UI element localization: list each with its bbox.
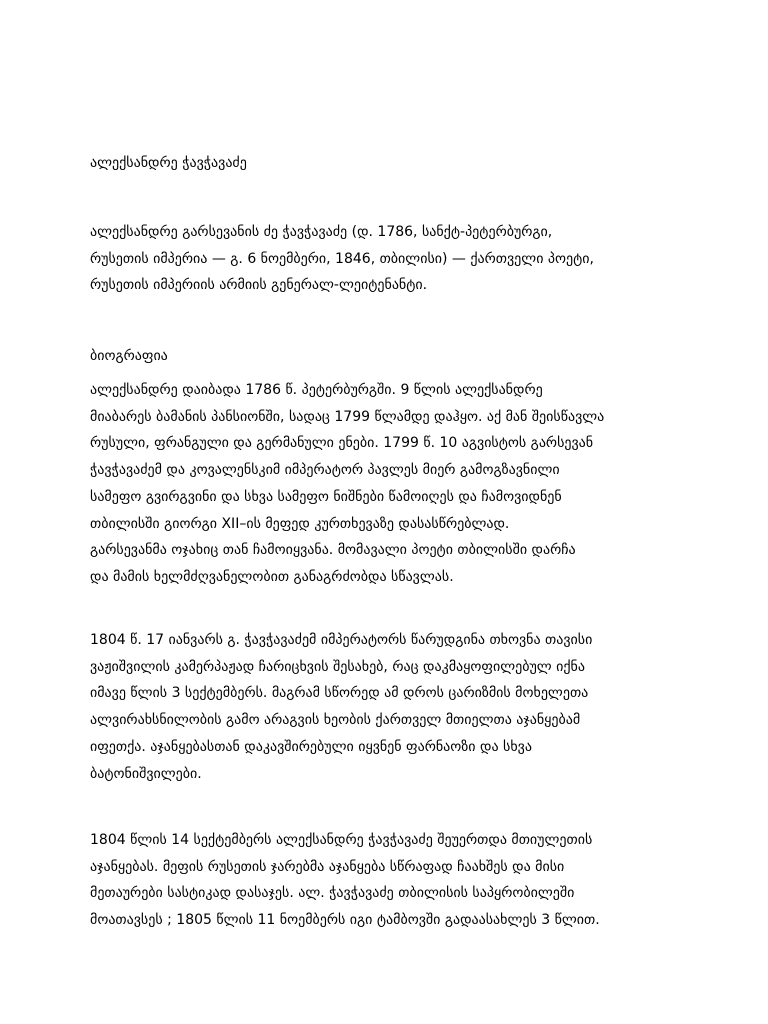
text-line: ჭავჭავაძემ და კოვალენსკიმ იმპერატორ პავლეს მიერ გამოგზავნილი: [90, 462, 560, 479]
document-title: ალექსანდრე ჭავჭავაძე: [90, 155, 247, 171]
text-line: 1804 წლის 14 სექტემბერს ალექსანდრე ჭავჭავაძე შეუერთდა მთიულეთის: [90, 832, 593, 848]
section-heading: ბიოგრაფია: [90, 348, 168, 364]
text-line: იფეთქა. აჯანყებასთან დაკავშირებული იყვნენ ფარნაოზი და სხვა: [90, 738, 532, 755]
biography-paragraph: [90, 627, 690, 787]
biography-paragraph: [90, 827, 690, 934]
text-line: რუსეთის იმპერია — გ. 6 ნოემბერი, 1846, თბილისი) — ქართველი პოეტი,: [90, 250, 594, 267]
intro-paragraph: [90, 219, 690, 299]
text-line: გარსევანმა ოჯახიც თან ჩამოიყვანა. მომავალი პოეტი თბილისში დარჩა: [90, 542, 576, 559]
text-line: ალექსანდრე დაიბადა 1786 წ. პეტერბურგში. 9 წლის ალექსანდრე: [90, 382, 543, 398]
text-line: მიაბარეს ბამანის პანსიონში, სადაც 1799 წლამდე დაჰყო. აქ მან შეისწავლა: [90, 408, 605, 425]
text-line: იმავე წლის 3 სექტემბერს. მაგრამ სწორედ ამ დროს ცარიზმის მოხელეთა: [90, 685, 589, 702]
biography-paragraph: [90, 377, 690, 591]
text-line: თბილისში გიორგი XII–ის მეფედ კურთხევაზე დასასწრებლად.: [90, 515, 510, 532]
text-line: აჯანყებას. მეფის რუსეთის ჯარებმა აჯანყება სწრაფად ჩაახშეს და მისი: [90, 858, 565, 875]
text-line: ალვირახსნილობის გამო არაგვის ხეობის ქართველ მთიელთა აჯანყებამ: [90, 712, 581, 729]
text-line: ალექსანდრე გარსევანის ძე ჭავჭავაძე (დ. 1786, სანქტ-პეტერბურგი,: [90, 224, 553, 240]
text-line: სამეფო გვირგვინი და სხვა სამეფო ნიშნები წამოიღეს და ჩამოვიდნენ: [90, 488, 562, 505]
text-line: მოათავსეს ; 1805 წლის 11 ნოემბერს იგი ტამბოვში გადაასახლეს 3 წლით.: [90, 912, 600, 929]
text-line: რუსეთის იმპერიის არმიის გენერალ-ლეიტენანტი.: [90, 277, 428, 294]
text-line: ბატონიშვილები.: [90, 765, 202, 782]
text-line: 1804 წ. 17 იანვარს გ. ჭავჭავაძემ იმპერატორს წარუდგინა თხოვნა თავისი: [90, 632, 593, 648]
text-line: და მამის ხელმძღვანელობით განაგრძობდა სწავლას.: [90, 568, 454, 585]
text-line: მეთაურები სასტიკად დასაჯეს. ალ. ჭავჭავაძე თბილისის საპყრობილეში: [90, 885, 575, 902]
text-line: ვაჟიშვილის კამერპაჟად ჩარიცხვის შესახებ, რაც დაკმაყოფილებულ იქნა: [90, 658, 585, 675]
text-line: რუსული, ფრანგული და გერმანული ენები. 1799 წ. 10 აგვისტოს გარსევან: [90, 435, 594, 452]
